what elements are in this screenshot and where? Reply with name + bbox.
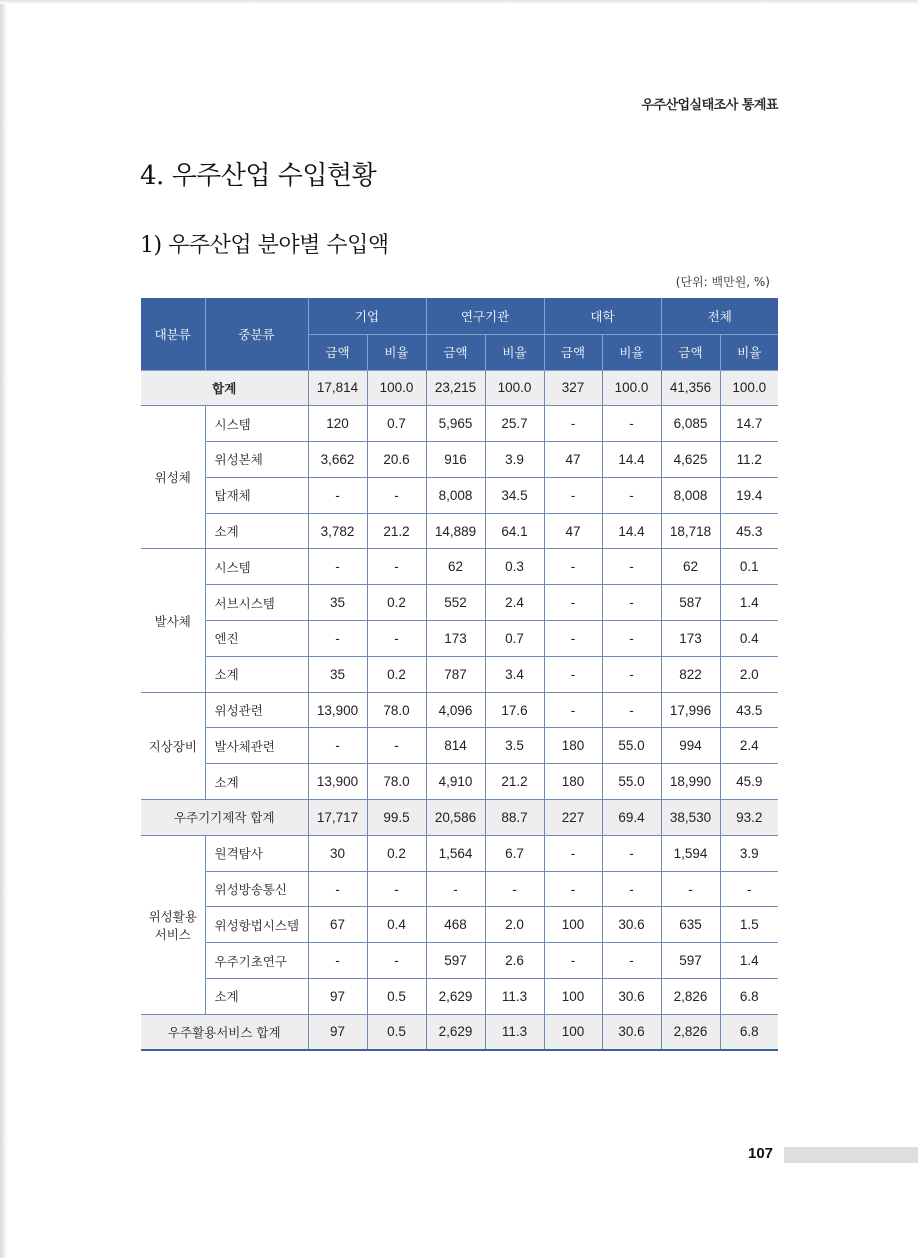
row-label: 발사체관련 [205, 728, 308, 764]
category-line: 위성활용 [148, 908, 197, 924]
cell: 787 [426, 656, 485, 692]
cell: 180 [544, 764, 602, 800]
running-header: 우주산업실태조사 통계표 [641, 98, 778, 113]
category-line: 서비스 [154, 926, 191, 942]
cell: 2.0 [485, 907, 544, 943]
header-amount: 금액 [544, 334, 602, 370]
cell: 11.3 [485, 979, 544, 1015]
category-launcher: 발사체 [141, 549, 205, 692]
cell: 0.5 [367, 979, 426, 1015]
cell: - [367, 943, 426, 979]
page-number-bar [784, 1147, 918, 1163]
table-row [141, 585, 778, 621]
cell: 47 [544, 513, 602, 549]
cell: 21.2 [485, 764, 544, 800]
cell: 13,900 [308, 692, 367, 728]
table-row [141, 835, 778, 871]
cell: 814 [426, 728, 485, 764]
cell: - [602, 621, 661, 657]
cell: - [602, 477, 661, 513]
table-row-subtotal [141, 656, 778, 692]
cell: 14.7 [720, 406, 778, 442]
header-group-total: 전체 [661, 298, 778, 334]
cell: 1,594 [661, 835, 720, 871]
row-label: 우주활용서비스 합계 [141, 1014, 308, 1050]
cell: 5,965 [426, 406, 485, 442]
cell: 2.4 [720, 728, 778, 764]
table-row [141, 943, 778, 979]
row-label: 시스템 [205, 549, 308, 585]
cell: 35 [308, 585, 367, 621]
page-top-shadow [0, 0, 918, 4]
cell: 1.4 [720, 585, 778, 621]
cell: 0.5 [367, 1014, 426, 1050]
cell: 6.8 [720, 979, 778, 1015]
table-row-subtotal [141, 979, 778, 1015]
cell: 2.4 [485, 585, 544, 621]
cell: 173 [661, 621, 720, 657]
category-satellite: 위성체 [141, 406, 205, 549]
header-major-category: 대분류 [141, 298, 205, 370]
cell: 8,008 [661, 477, 720, 513]
cell: - [602, 585, 661, 621]
table-row [141, 728, 778, 764]
page-edge-shadow [0, 0, 8, 1258]
cell: 69.4 [602, 800, 661, 836]
cell: - [308, 943, 367, 979]
cell: 67 [308, 907, 367, 943]
cell: - [602, 549, 661, 585]
cell: 822 [661, 656, 720, 692]
cell: - [308, 477, 367, 513]
cell: 17,814 [308, 370, 367, 406]
row-label: 소계 [205, 979, 308, 1015]
cell: 45.9 [720, 764, 778, 800]
header-amount: 금액 [426, 334, 485, 370]
cell: 587 [661, 585, 720, 621]
row-label: 위성항법시스템 [205, 907, 308, 943]
cell: 916 [426, 442, 485, 478]
cell: - [544, 477, 602, 513]
row-label: 위성본체 [205, 442, 308, 478]
header-group-research: 연구기관 [426, 298, 544, 334]
cell: 0.2 [367, 835, 426, 871]
cell: 14.4 [602, 442, 661, 478]
cell: 994 [661, 728, 720, 764]
row-label: 소계 [205, 764, 308, 800]
row-label: 소계 [205, 656, 308, 692]
cell: - [544, 656, 602, 692]
subsection-title: 1) 우주산업 분야별 수입액 [140, 233, 389, 258]
cell: 35 [308, 656, 367, 692]
cell: 78.0 [367, 764, 426, 800]
cell: 173 [426, 621, 485, 657]
cell: 14.4 [602, 513, 661, 549]
cell: 6.7 [485, 835, 544, 871]
row-label: 소계 [205, 513, 308, 549]
cell: 2,826 [661, 979, 720, 1015]
cell: 47 [544, 442, 602, 478]
cell: 45.3 [720, 513, 778, 549]
cell: 34.5 [485, 477, 544, 513]
cell: 3.9 [720, 835, 778, 871]
table-row-subtotal [141, 764, 778, 800]
header-ratio: 비율 [485, 334, 544, 370]
cell: - [602, 406, 661, 442]
cell: 30 [308, 835, 367, 871]
category-ground-equipment: 지상장비 [141, 692, 205, 799]
cell: 17,996 [661, 692, 720, 728]
cell: - [544, 835, 602, 871]
cell: 468 [426, 907, 485, 943]
cell: - [602, 943, 661, 979]
cell: 100.0 [367, 370, 426, 406]
cell: 20.6 [367, 442, 426, 478]
page-number: 107 [748, 1145, 774, 1162]
category-satellite-service [141, 835, 205, 1014]
cell: 18,990 [661, 764, 720, 800]
cell: 97 [308, 1014, 367, 1050]
cell: 100 [544, 979, 602, 1015]
cell: 4,625 [661, 442, 720, 478]
cell: - [367, 621, 426, 657]
table-row [141, 477, 778, 513]
cell: 20,586 [426, 800, 485, 836]
row-label: 합계 [141, 370, 308, 406]
cell: - [367, 549, 426, 585]
cell: - [544, 406, 602, 442]
table-row [141, 907, 778, 943]
cell: 43.5 [720, 692, 778, 728]
cell: 2,629 [426, 1014, 485, 1050]
cell: 100 [544, 1014, 602, 1050]
cell: 2,629 [426, 979, 485, 1015]
cell: 19.4 [720, 477, 778, 513]
cell: - [485, 871, 544, 907]
header-group-university: 대학 [544, 298, 661, 334]
cell: - [367, 477, 426, 513]
import-statistics-table [141, 298, 778, 1051]
cell: 552 [426, 585, 485, 621]
cell: 180 [544, 728, 602, 764]
cell: - [602, 656, 661, 692]
cell: 2,826 [661, 1014, 720, 1050]
header-amount: 금액 [308, 334, 367, 370]
cell: 2.6 [485, 943, 544, 979]
cell: 30.6 [602, 907, 661, 943]
table-row [141, 692, 778, 728]
cell: 0.7 [367, 406, 426, 442]
cell: 11.3 [485, 1014, 544, 1050]
cell: 21.2 [367, 513, 426, 549]
cell: 1.5 [720, 907, 778, 943]
row-label: 탑재체 [205, 477, 308, 513]
cell: 100 [544, 907, 602, 943]
table-row [141, 442, 778, 478]
cell: 62 [426, 549, 485, 585]
table-row [141, 871, 778, 907]
cell: 38,530 [661, 800, 720, 836]
cell: 120 [308, 406, 367, 442]
table-row [141, 406, 778, 442]
table-row-subtotal [141, 513, 778, 549]
cell: 4,096 [426, 692, 485, 728]
cell: 13,900 [308, 764, 367, 800]
cell: 55.0 [602, 764, 661, 800]
cell: 8,008 [426, 477, 485, 513]
table-header [141, 298, 778, 370]
cell: 88.7 [485, 800, 544, 836]
cell: 2.0 [720, 656, 778, 692]
cell: - [308, 871, 367, 907]
cell: - [367, 871, 426, 907]
cell: 11.2 [720, 442, 778, 478]
row-label: 원격탐사 [205, 835, 308, 871]
cell: - [602, 835, 661, 871]
cell: 100.0 [720, 370, 778, 406]
table-row-manufacturing-total [141, 800, 778, 836]
cell: - [544, 871, 602, 907]
row-label: 엔진 [205, 621, 308, 657]
cell: 6,085 [661, 406, 720, 442]
row-label: 우주기기제작 합계 [141, 800, 308, 836]
cell: 100.0 [602, 370, 661, 406]
header-ratio: 비율 [720, 334, 778, 370]
cell: - [602, 692, 661, 728]
cell: 18,718 [661, 513, 720, 549]
cell: - [602, 871, 661, 907]
cell: 3,782 [308, 513, 367, 549]
unit-note: (단위: 백만원, %) [675, 275, 770, 289]
cell: 597 [661, 943, 720, 979]
cell: 1,564 [426, 835, 485, 871]
cell: 23,215 [426, 370, 485, 406]
cell: 3.5 [485, 728, 544, 764]
cell: - [308, 728, 367, 764]
cell: 62 [661, 549, 720, 585]
cell: 0.2 [367, 656, 426, 692]
header-amount: 금액 [661, 334, 720, 370]
cell: 99.5 [367, 800, 426, 836]
cell: 6.8 [720, 1014, 778, 1050]
cell: - [308, 549, 367, 585]
cell: 0.1 [720, 549, 778, 585]
row-label: 우주기초연구 [205, 943, 308, 979]
table-row [141, 621, 778, 657]
cell: 78.0 [367, 692, 426, 728]
table-row-service-total [141, 1014, 778, 1050]
cell: 4,910 [426, 764, 485, 800]
header-ratio: 비율 [367, 334, 426, 370]
cell: 93.2 [720, 800, 778, 836]
cell: - [308, 621, 367, 657]
header-minor-category: 중분류 [205, 298, 308, 370]
cell: - [720, 871, 778, 907]
header-ratio: 비율 [602, 334, 661, 370]
cell: 0.2 [367, 585, 426, 621]
cell: 0.3 [485, 549, 544, 585]
cell: - [367, 728, 426, 764]
row-label: 위성관련 [205, 692, 308, 728]
header-group-company: 기업 [308, 298, 426, 334]
cell: 227 [544, 800, 602, 836]
cell: 14,889 [426, 513, 485, 549]
cell: - [544, 549, 602, 585]
cell: 41,356 [661, 370, 720, 406]
cell: 55.0 [602, 728, 661, 764]
cell: 327 [544, 370, 602, 406]
cell: 1.4 [720, 943, 778, 979]
section-title: 4. 우주산업 수입현황 [140, 161, 377, 191]
cell: - [426, 871, 485, 907]
cell: 97 [308, 979, 367, 1015]
table-row-grand-total [141, 370, 778, 406]
cell: 30.6 [602, 979, 661, 1015]
row-label: 시스템 [205, 406, 308, 442]
cell: 17,717 [308, 800, 367, 836]
cell: 3,662 [308, 442, 367, 478]
cell: - [544, 692, 602, 728]
cell: 0.7 [485, 621, 544, 657]
row-label: 서브시스템 [205, 585, 308, 621]
cell: 17.6 [485, 692, 544, 728]
cell: - [544, 585, 602, 621]
row-label: 위성방송통신 [205, 871, 308, 907]
cell: 0.4 [720, 621, 778, 657]
cell: - [544, 621, 602, 657]
cell: 3.9 [485, 442, 544, 478]
cell: - [544, 943, 602, 979]
cell: 3.4 [485, 656, 544, 692]
cell: 100.0 [485, 370, 544, 406]
cell: 64.1 [485, 513, 544, 549]
cell: 597 [426, 943, 485, 979]
table-row [141, 549, 778, 585]
cell: 30.6 [602, 1014, 661, 1050]
cell: 25.7 [485, 406, 544, 442]
cell: - [661, 871, 720, 907]
cell: 0.4 [367, 907, 426, 943]
cell: 635 [661, 907, 720, 943]
